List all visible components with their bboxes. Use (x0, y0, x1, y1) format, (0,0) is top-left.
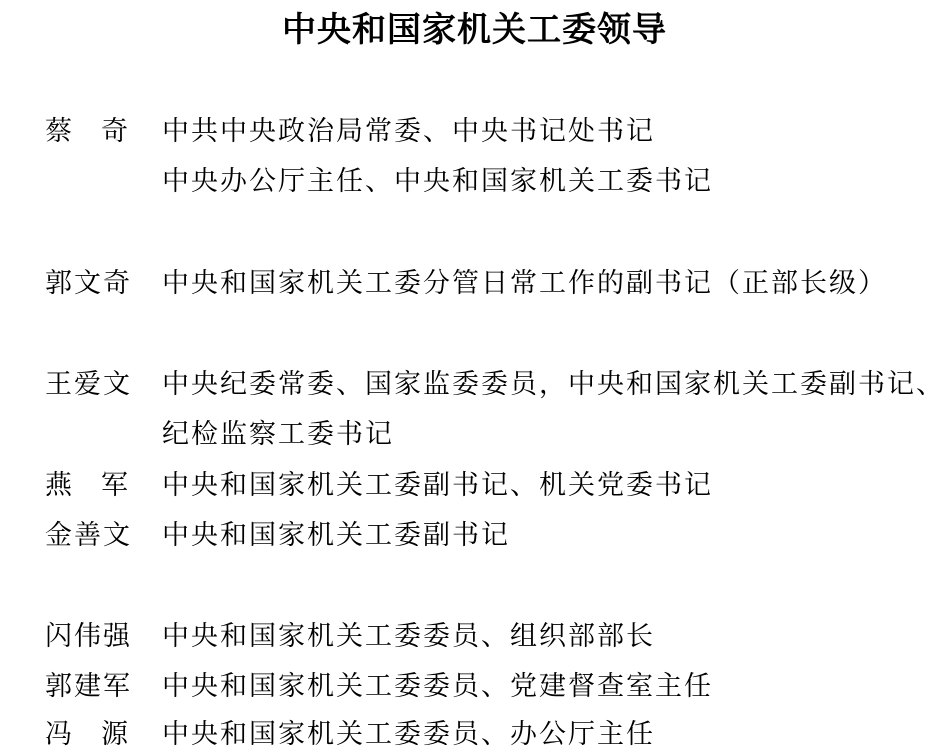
leader-entry (0, 365, 949, 405)
leader-entry (0, 516, 949, 556)
leader-name: 金善文 (45, 520, 132, 551)
leader-role: 中央和国家机关工委委员、办公厅主任 (162, 719, 655, 750)
leader-name: 郭建军 (45, 671, 132, 702)
leader-role: 中央办公厅主任、中央和国家机关工委书记 (162, 166, 713, 197)
leader-name: 冯源 (45, 719, 157, 750)
leader-name: 郭文奇 (45, 268, 132, 299)
leader-role: 中央和国家机关工委副书记 (162, 520, 510, 551)
page-title: 中央和国家机关工委领导 (282, 10, 667, 50)
leader-name: 蔡奇 (45, 116, 157, 147)
leader-role: 中央和国家机关工委副书记、机关党委书记 (162, 470, 713, 501)
leader-entry (0, 112, 949, 152)
leader-name: 闪伟强 (45, 621, 132, 652)
leader-role-continued (0, 415, 949, 455)
leader-role: 中共中央政治局常委、中央书记处书记 (162, 116, 655, 147)
leader-role: 中央和国家机关工委委员、组织部部长 (162, 621, 655, 652)
leader-role-continued (0, 162, 949, 202)
leader-entry (0, 617, 949, 657)
leader-role: 中央纪委常委、国家监委委员，中央和国家机关工委副书记、 (162, 369, 945, 400)
leader-entry (0, 466, 949, 506)
leader-name: 王爱文 (45, 369, 132, 400)
leader-role: 中央和国家机关工委委员、党建督查室主任 (162, 671, 713, 702)
leader-role: 纪检监察工委书记 (162, 419, 394, 450)
leader-name: 燕军 (45, 470, 157, 501)
leader-entry (0, 715, 949, 755)
leader-entry (0, 667, 949, 707)
leader-entry (0, 264, 949, 304)
leader-role: 中央和国家机关工委分管日常工作的副书记（正部长级） (162, 268, 887, 299)
